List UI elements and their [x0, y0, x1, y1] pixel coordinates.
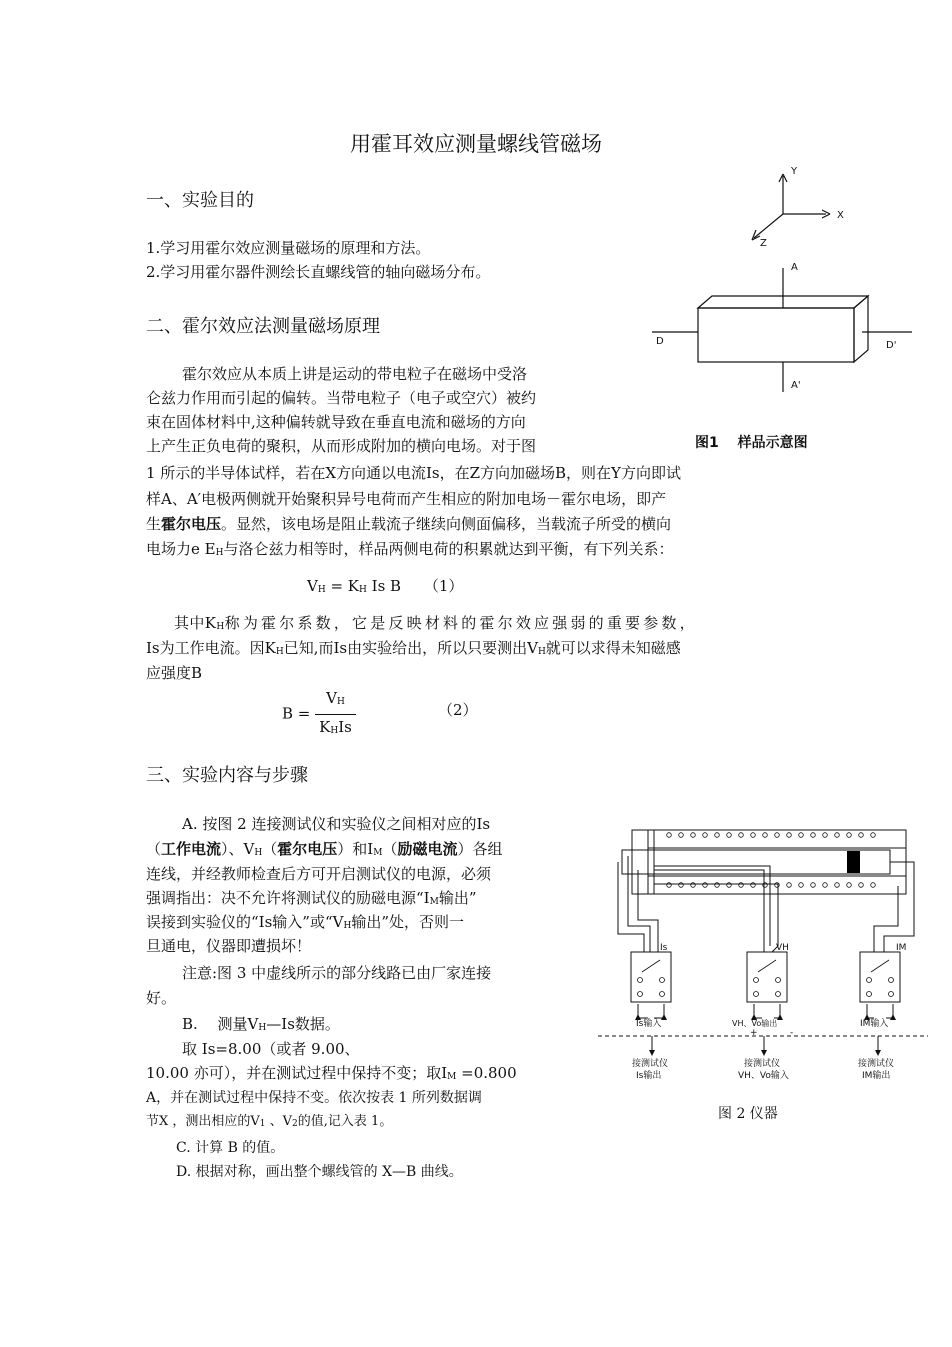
step-a-line: A. 按图 2 连接测试仪和实验仪之间相对应的Is — [182, 815, 491, 833]
electrode-a-label: A — [791, 262, 798, 273]
coil-turn — [835, 883, 840, 888]
step-b-line — [182, 1012, 340, 1040]
text-span: 就可以求得未知磁感 — [545, 639, 681, 657]
wire-is — [618, 862, 644, 952]
text-span: ）、V — [221, 840, 255, 858]
coil-turn — [859, 833, 864, 838]
principle-line: 束在固体材料中,这种偏转就导致在垂直电流和磁场的方向 — [146, 413, 526, 431]
terminal — [754, 992, 759, 997]
principle-line: 样A、A′电极两侧就开始聚积异号电荷而产生相应的附加电场－霍尔电场，即产 — [146, 490, 667, 508]
coil-turn — [775, 833, 780, 838]
subscript: H — [537, 647, 546, 657]
subscript: H — [317, 585, 326, 595]
coil-turn — [811, 833, 816, 838]
text-span: 。显然，该电场是阻止载流子继续向侧面偏移，当载流子所受的横向 — [221, 515, 672, 533]
coil-turn — [775, 883, 780, 888]
lead-is — [638, 1004, 648, 1018]
coil-turn — [751, 833, 756, 838]
figure-2-apparatus — [598, 826, 928, 1084]
principle-line: 上产生正负电荷的聚积，从而形成附加的横向电场。对于图 — [146, 437, 537, 455]
coil-turn — [823, 883, 828, 888]
coil-turn — [667, 883, 672, 888]
terminal — [776, 978, 781, 983]
section-heading-purpose: 一、实验目的 — [146, 190, 254, 211]
coil-turn — [763, 883, 768, 888]
coil-turn — [679, 883, 684, 888]
plus-sign: + — [750, 1028, 758, 1038]
arrow-down — [649, 1050, 655, 1056]
im-wire-label: IM — [896, 943, 907, 953]
text-span: （ — [146, 840, 162, 858]
lead-im — [867, 1004, 874, 1018]
hall-voltage-term: 霍尔电压 — [161, 515, 222, 533]
purpose-item-1: 1.学习用霍尔效应测量磁场的原理和方法。 — [146, 239, 431, 257]
is-input-label: Is输入 — [636, 1019, 662, 1029]
coil-turn — [679, 833, 684, 838]
para2-line: 应强度B — [146, 664, 203, 682]
text-span: 强调指出：决不允许将测试仪的励磁电源“I — [146, 889, 430, 907]
coil-turn — [727, 833, 732, 838]
tester-label: Is输出 — [636, 1071, 662, 1081]
im-input-label: IM输入 — [860, 1019, 889, 1029]
terminal — [754, 978, 759, 983]
switch-box-vh — [747, 952, 787, 1002]
figure-1-caption: 图1 样品示意图 — [695, 435, 808, 451]
para2-line — [174, 611, 698, 639]
arrow — [822, 214, 830, 218]
probe-holder — [632, 830, 654, 894]
lead-vh — [754, 1004, 762, 1018]
arrow-up — [890, 1014, 896, 1020]
bold-term: 霍尔电压 — [277, 840, 338, 858]
step-b-line — [146, 1061, 517, 1089]
text-span: 输出”处，否则一 — [351, 913, 464, 931]
text-span: 输出” — [438, 889, 477, 907]
coil-turn — [859, 883, 864, 888]
z-axis — [754, 214, 783, 238]
subscript: H — [215, 548, 224, 558]
text-span: 其中K — [174, 614, 217, 632]
wire-vh — [654, 866, 770, 946]
text-span: B. 测量V — [182, 1015, 259, 1033]
coil-turn — [763, 833, 768, 838]
coil-turn — [835, 833, 840, 838]
text-span: 已知,而Is由实验给出，所以只要测出V — [283, 639, 538, 657]
text-span: 、V — [265, 1114, 293, 1129]
switch-blade — [871, 960, 889, 972]
note-line: 注意:图 3 中虚线所示的部分线路已由厂家连接 — [182, 964, 492, 982]
coil-turn — [823, 833, 828, 838]
tester-label: 接测试仪 — [858, 1059, 895, 1069]
terminal — [889, 992, 894, 997]
subscript: H — [275, 647, 284, 657]
vh-output-label: VH、Vo输出 — [732, 1019, 778, 1028]
coil-turn — [799, 883, 804, 888]
wire-im — [874, 886, 898, 952]
section-heading-procedure: 三、实验内容与步骤 — [146, 765, 308, 786]
switch-blade — [642, 960, 660, 972]
coil-turn — [751, 883, 756, 888]
principle-line: 1 所示的半导体试样，若在X方向通以电流Is，在Z方向加磁场B，则在Y方向即试 — [146, 464, 681, 482]
terminal — [867, 992, 872, 997]
subscript: H — [254, 848, 263, 858]
text-span: K — [319, 718, 331, 736]
text-span: 节X ，测出相应的V — [146, 1114, 260, 1129]
text-span: =0.800 — [456, 1064, 517, 1082]
arrow-down — [875, 1050, 881, 1056]
coil-turn — [703, 883, 708, 888]
principle-line — [146, 512, 671, 536]
text-span: ）各组 — [457, 840, 503, 858]
para2-line — [146, 636, 681, 664]
subscript: H — [216, 622, 225, 632]
tester-label: 接测试仪 — [744, 1059, 781, 1069]
terminal — [776, 992, 781, 997]
is-wire-label: Is — [660, 943, 668, 953]
z-axis-label: Z — [760, 238, 767, 249]
principle-line: 仑兹力作用而引起的偏转。当带电粒子（电子或空穴）被约 — [146, 389, 537, 407]
subscript: H — [330, 726, 339, 736]
equation-number: （2） — [438, 701, 478, 719]
equation-1 — [307, 574, 463, 602]
step-b-line — [146, 1110, 392, 1136]
text-span: 生 — [146, 515, 162, 533]
switch-blade — [758, 960, 776, 972]
principle-line: 霍尔效应从本质上讲是运动的带电粒子在磁场中受洛 — [182, 365, 528, 383]
tester-label: 接测试仪 — [632, 1059, 669, 1069]
coil-turn — [787, 883, 792, 888]
arrow-up — [661, 1014, 667, 1020]
terminal — [889, 978, 894, 983]
text-span: 的值,记入表 1。 — [297, 1114, 393, 1129]
subscript: H — [336, 697, 345, 707]
electrode-d-prime-label: D' — [886, 340, 897, 351]
coil-turn — [847, 883, 852, 888]
electrode-d-label: D — [656, 336, 664, 347]
terminal — [638, 992, 643, 997]
vh-wire-label: VH — [776, 943, 789, 953]
fraction — [315, 686, 356, 743]
text-span: V — [307, 577, 318, 595]
subscript: 1 — [259, 1119, 266, 1129]
coil-turn — [739, 883, 744, 888]
equation-number: （1） — [423, 577, 464, 595]
fraction-denominator — [315, 715, 356, 743]
terminal — [638, 978, 643, 983]
tester-label: VH、Vo输入 — [738, 1071, 789, 1081]
x-axis-label: X — [837, 210, 844, 221]
wire-vh — [654, 870, 764, 952]
coil-turn — [691, 833, 696, 838]
text-span: 与洛仑兹力相等时，样品两侧电荷的积累就达到平衡，有下列关系： — [223, 540, 674, 558]
figure-2-caption: 图 2 仪器 — [718, 1106, 778, 1122]
text-span: B = — [282, 704, 311, 723]
y-axis-label: Y — [791, 166, 798, 177]
step-d: D. 根据对称，画出整个螺线管的 X—B 曲线。 — [176, 1164, 463, 1180]
text-span: 误接到实验仪的“Is输入”或“V — [146, 913, 344, 931]
step-a-line — [146, 837, 502, 865]
subscript: 2 — [292, 1119, 298, 1129]
step-c: C. 计算 B 的值。 — [176, 1140, 285, 1156]
note-line: 好。 — [146, 989, 177, 1007]
coil-turn — [703, 833, 708, 838]
section-heading-principle: 二、霍尔效应法测量磁场原理 — [146, 316, 380, 337]
text-span: = K — [325, 577, 360, 595]
terminal — [660, 992, 665, 997]
subscript: M — [429, 897, 439, 907]
subscript: M — [447, 1072, 457, 1082]
text-span: 10.00 亦可），并在测试过程中保持不变；取I — [146, 1064, 448, 1082]
bold-term: 励磁电流 — [397, 840, 458, 858]
coil-turn — [811, 883, 816, 888]
sample-side-face — [854, 296, 868, 362]
text-span: —Is数据。 — [266, 1015, 340, 1033]
coil-turn — [739, 833, 744, 838]
lead-is — [654, 1004, 664, 1018]
arrow — [822, 210, 830, 214]
terminal — [660, 978, 665, 983]
text-span: Is为工作电流。因K — [146, 639, 276, 657]
purpose-item-2: 2.学习用霍尔器件测绘长直螺线管的轴向磁场分布。 — [146, 263, 491, 281]
subscript: H — [343, 921, 352, 931]
principle-line — [146, 537, 673, 565]
step-b-line: A，并在测试过程中保持不变。依次按表 1 所列数据调 — [146, 1090, 482, 1106]
text-span: Is B — [366, 577, 402, 595]
coil-turn — [787, 833, 792, 838]
coil-turn — [871, 883, 876, 888]
step-a-line: 连线，并经教师检查后方可开启测试仪的电源，必须 — [146, 865, 492, 883]
tester-label: IM输出 — [862, 1071, 891, 1081]
subscript: H — [258, 1023, 267, 1033]
terminal — [867, 978, 872, 983]
text-span: V — [326, 689, 337, 707]
coil-turn — [667, 833, 672, 838]
coil-turn — [727, 883, 732, 888]
hall-probe-element — [847, 851, 860, 873]
minus-sign: - — [790, 1028, 794, 1038]
coil-turn — [691, 883, 696, 888]
equation-2 — [282, 686, 356, 743]
arrow-down — [761, 1050, 767, 1056]
text-span: （ — [262, 840, 278, 858]
wire-is — [628, 856, 650, 952]
text-span: 称为霍尔系数，它是反映材料的霍尔效应强弱的重要参数， — [224, 614, 698, 632]
coil-turn — [715, 883, 720, 888]
step-b-line: 取 Is=8.00（或者 9.00、 — [182, 1040, 360, 1058]
subscript: M — [373, 848, 383, 858]
coil-turn — [871, 833, 876, 838]
switch-box-is — [631, 952, 671, 1002]
sample-front-face — [698, 308, 854, 362]
lead-im — [886, 1004, 893, 1018]
arrow-up — [777, 1014, 783, 1020]
switch-box-im — [860, 952, 900, 1002]
text-span: 电场力e E — [146, 540, 216, 558]
electrode-a-prime-label: A' — [791, 380, 801, 391]
fraction-numerator — [315, 686, 356, 715]
text-span: Is — [338, 718, 352, 736]
bold-term: 工作电流 — [161, 840, 222, 858]
figure-1-sample-diagram — [640, 160, 930, 460]
coil-turn — [847, 833, 852, 838]
subscript: H — [359, 585, 367, 595]
page-title: 用霍耳效应测量螺线管磁场 — [350, 132, 602, 156]
step-a-line: 旦通电，仪器即遭损坏！ — [146, 937, 312, 955]
text-span: ）和I — [337, 840, 374, 858]
text-span: （ — [382, 840, 398, 858]
coil-turn — [715, 833, 720, 838]
coil-turn — [799, 833, 804, 838]
